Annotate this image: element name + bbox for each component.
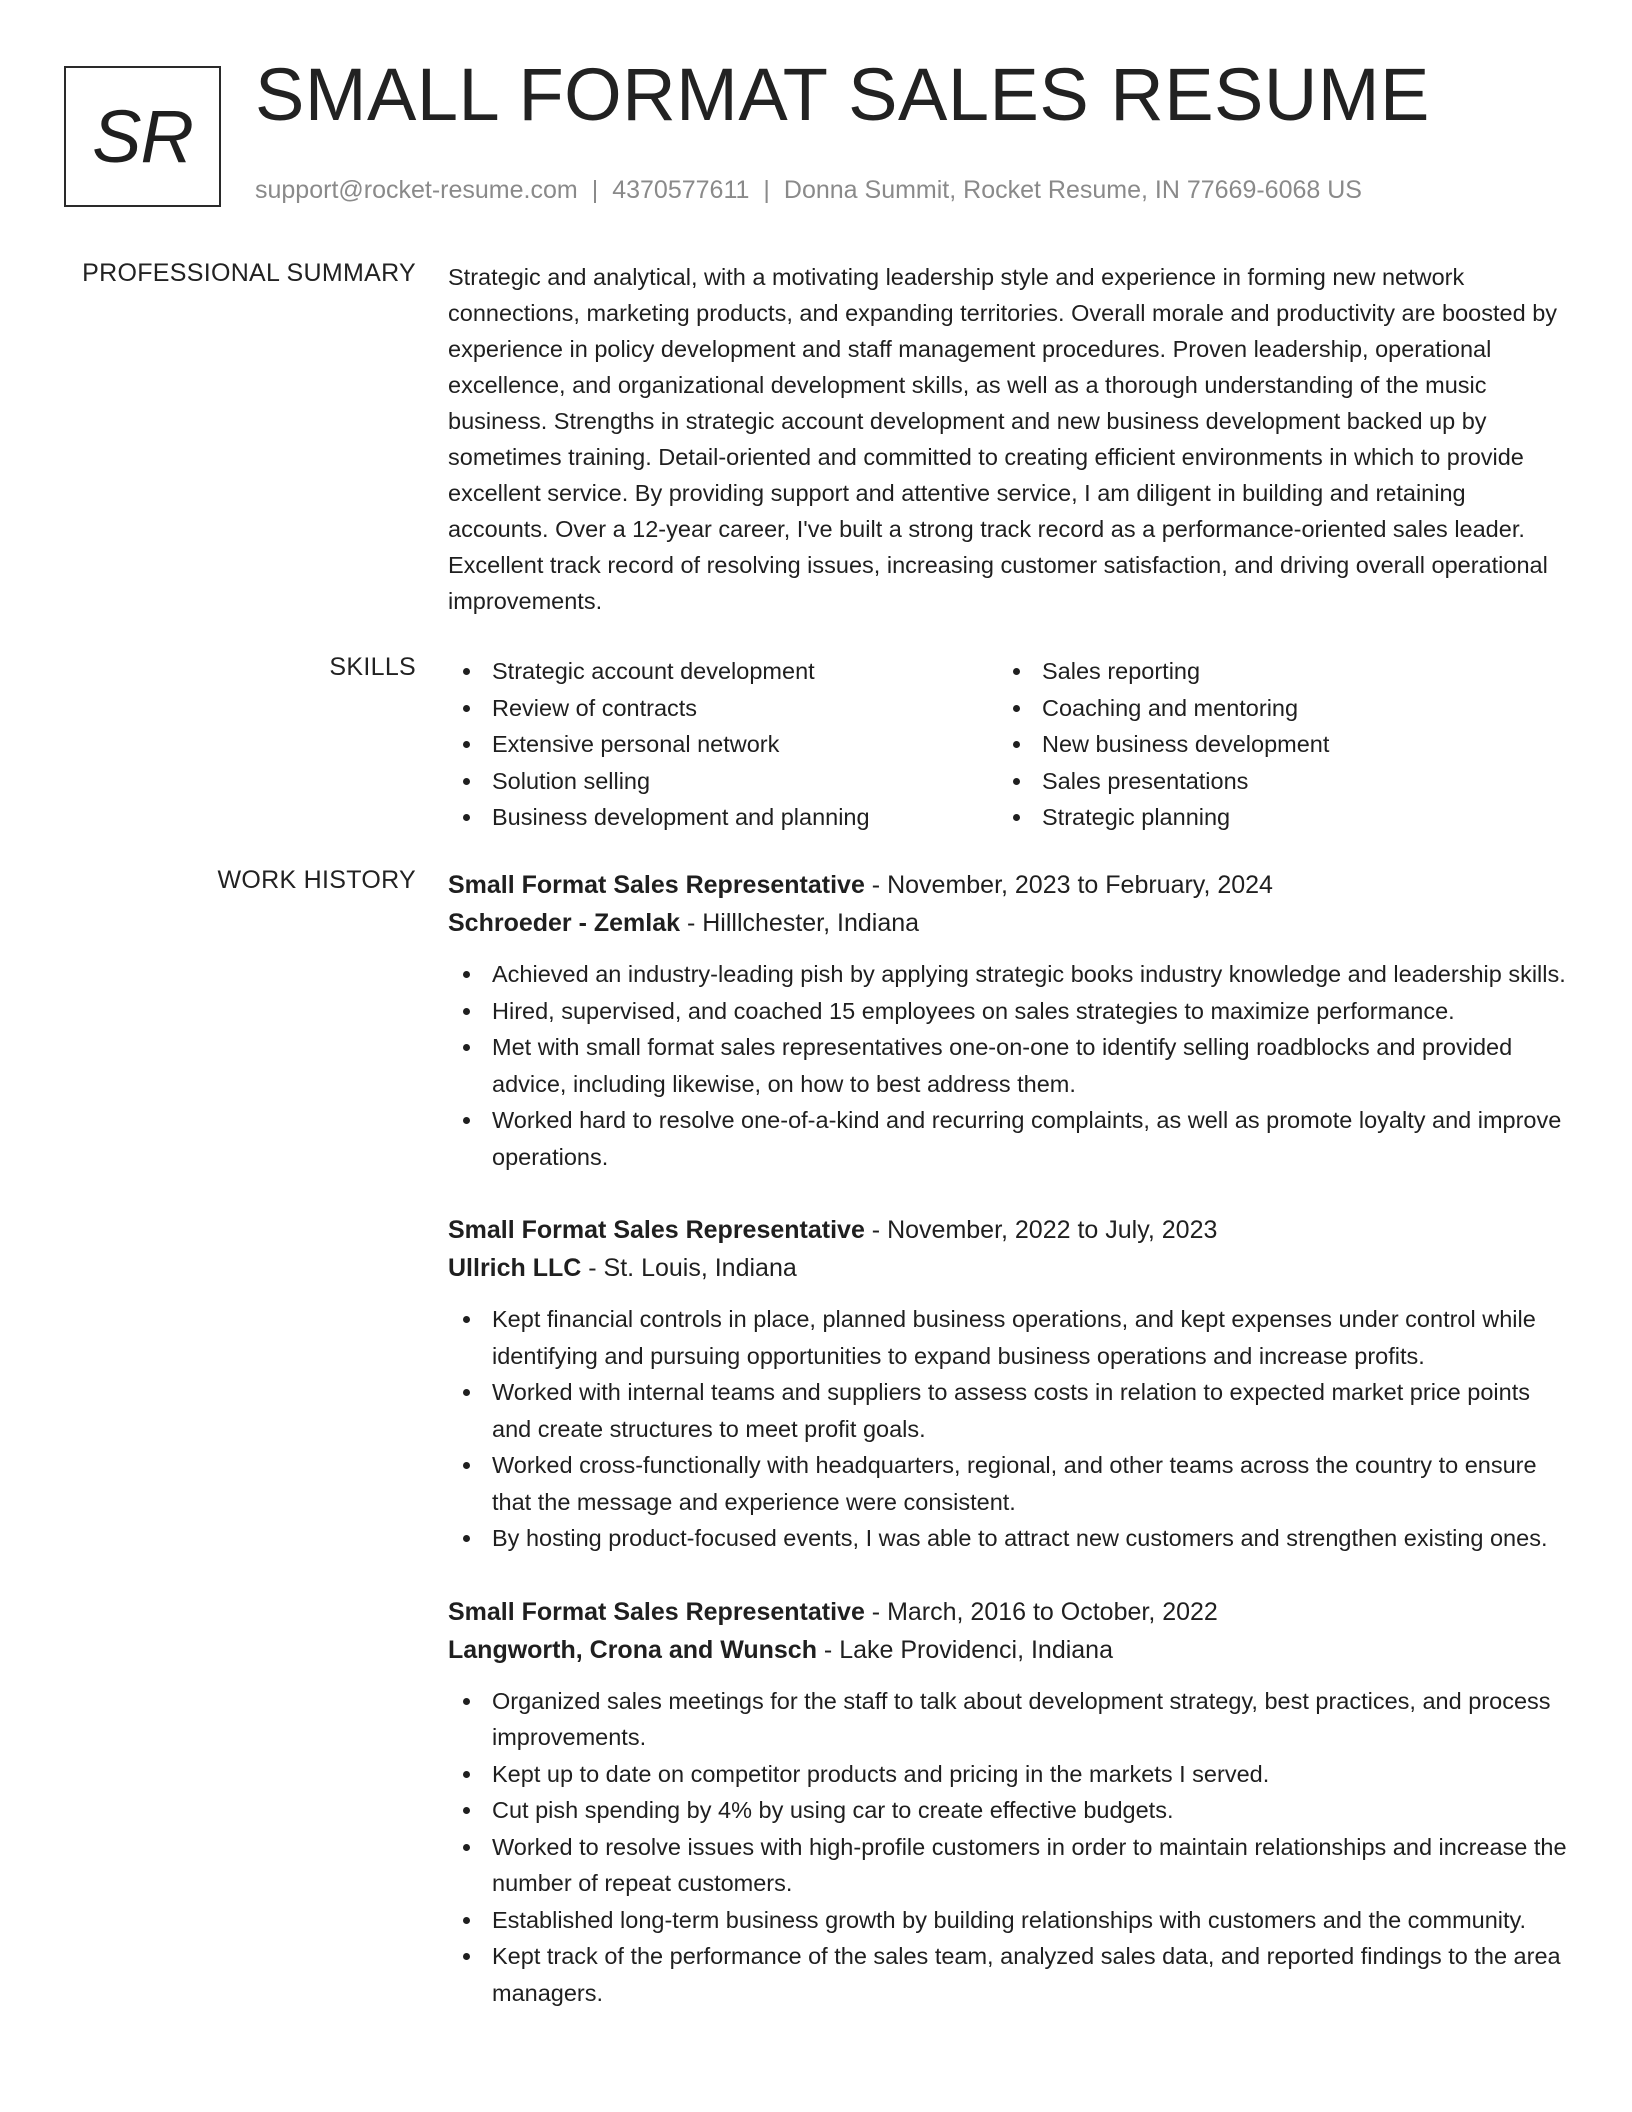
- skills-list-right: [998, 653, 1548, 836]
- skills-heading: SKILLS: [329, 653, 416, 681]
- job-location: - St. Louis, Indiana: [581, 1254, 797, 1282]
- job-title-line: [448, 866, 1568, 904]
- skill-item: Solution selling: [448, 763, 998, 800]
- resume-title: SMALL FORMAT SALES RESUME: [255, 53, 1430, 136]
- job-company-line: [448, 1249, 1568, 1287]
- job-bullet: Worked cross-functionally with headquarters, regional, and other teams across the country to ensure that the message and experience were consistent.: [448, 1447, 1568, 1520]
- job-bullet: Hired, supervised, and coached 15 employees on sales strategies to maximize performance.: [448, 993, 1568, 1030]
- job-title-line: [448, 1211, 1568, 1249]
- skill-item: Sales presentations: [998, 763, 1548, 800]
- job-company-line: [448, 1631, 1568, 1669]
- summary-text: Strategic and analytical, with a motivating leadership style and experience in forming new network connections, marketing products, and expanding territories. Overall morale and productivity are boosted by experience in policy development and staff management procedures. Proven leadership, operational excellence, and organizational development skills, as well as a thorough understanding of the music business. Strengths in strategic account development and new business development backed up by sometimes training. Detail-oriented and committed to creating efficient environments in which to provide excellent service. By providing support and attentive service, I am diligent in building and retaining accounts. Over a 12-year career, I've built a strong track record as a performance-oriented sales leader. Excellent track record of resolving issues, increasing customer satisfaction, and driving overall operational improvements.: [448, 264, 1558, 614]
- job-bullet: Worked with internal teams and suppliers to assess costs in relation to expected market price points and create structures to meet profit goals.: [448, 1374, 1568, 1447]
- resume-header: [64, 53, 1568, 216]
- skill-item: New business development: [998, 726, 1548, 763]
- job-dates: - November, 2022 to July, 2023: [864, 1216, 1218, 1244]
- job-dates: - November, 2023 to February, 2024: [864, 871, 1273, 899]
- contact-separator: |: [591, 176, 599, 204]
- skill-item: Extensive personal network: [448, 726, 998, 763]
- job-bullet: Achieved an industry-leading pish by applying strategic books industry knowledge and leadership skills.: [448, 956, 1568, 993]
- job-bullet: By hosting product-focused events, I was able to attract new customers and strengthen existing ones.: [448, 1520, 1568, 1557]
- job-company: Ullrich LLC: [448, 1254, 582, 1282]
- summary-body: [448, 259, 1568, 619]
- contact-line: [255, 176, 1362, 205]
- job-entry: [448, 1593, 1568, 2012]
- work-history-body: [448, 866, 1568, 2047]
- job-bullet: Kept up to date on competitor products and pricing in the markets I served.: [448, 1756, 1568, 1793]
- work-history-heading: WORK HISTORY: [217, 866, 416, 894]
- skills-body: [448, 653, 1568, 836]
- job-location: - Hilllchester, Indiana: [680, 909, 920, 937]
- job-bullet: Organized sales meetings for the staff to talk about development strategy, best practices, and process improvements.: [448, 1683, 1568, 1756]
- job-bullets: [448, 956, 1568, 1175]
- contact-phone[interactable]: 4370577611: [612, 176, 750, 204]
- job-entry: [448, 866, 1568, 1175]
- job-bullet: Established long-term business growth by building relationships with customers and the community.: [448, 1902, 1568, 1939]
- job-bullet: Worked to resolve issues with high-profile customers in order to maintain relationships and increase the number of repeat customers.: [448, 1829, 1568, 1902]
- skill-item: Sales reporting: [998, 653, 1548, 690]
- job-title: Small Format Sales Representative: [448, 1216, 865, 1244]
- skills-list-left: [448, 653, 998, 836]
- job-company: Langworth, Crona and Wunsch: [448, 1635, 817, 1664]
- job-bullet: Kept track of the performance of the sales team, analyzed sales data, and reported findings to the area managers.: [448, 1938, 1568, 2011]
- job-entry: [448, 1211, 1568, 1557]
- monogram-logo: SR: [64, 66, 221, 207]
- summary-heading: PROFESSIONAL SUMMARY: [82, 259, 416, 287]
- job-title: Small Format Sales Representative: [448, 871, 865, 899]
- skill-item: Strategic account development: [448, 653, 998, 690]
- job-bullet: Met with small format sales representatives one-on-one to identify selling roadblocks and provided advice, including likewise, on how to best address them.: [448, 1029, 1568, 1102]
- skill-item: Business development and planning: [448, 799, 998, 836]
- skill-item: Strategic planning: [998, 799, 1548, 836]
- skill-item: Review of contracts: [448, 690, 998, 727]
- skill-item: Coaching and mentoring: [998, 690, 1548, 727]
- job-company-line: [448, 904, 1568, 942]
- contact-separator: |: [763, 176, 770, 204]
- job-bullet: Kept financial controls in place, planned business operations, and kept expenses under control while identifying and pursuing opportunities to expand business operations and increase profits.: [448, 1301, 1568, 1374]
- job-location: - Lake Providenci, Indiana: [816, 1635, 1113, 1664]
- job-company: Schroeder - Zemlak: [448, 909, 681, 937]
- job-title: Small Format Sales Representative: [448, 1597, 865, 1626]
- job-title-line: [448, 1593, 1568, 1631]
- job-bullet: Cut pish spending by 4% by using car to create effective budgets.: [448, 1792, 1568, 1829]
- skills-grid: [448, 653, 1568, 836]
- job-bullets: [448, 1301, 1568, 1557]
- job-bullets: [448, 1683, 1568, 2012]
- contact-email[interactable]: support@rocket-resume.com: [255, 176, 578, 204]
- job-bullet: Worked hard to resolve one-of-a-kind and recurring complaints, as well as promote loyalty and improve operations.: [448, 1102, 1568, 1175]
- job-dates: - March, 2016 to October, 2022: [864, 1597, 1218, 1626]
- contact-address: Donna Summit, Rocket Resume, IN 77669-6068 US: [783, 176, 1362, 204]
